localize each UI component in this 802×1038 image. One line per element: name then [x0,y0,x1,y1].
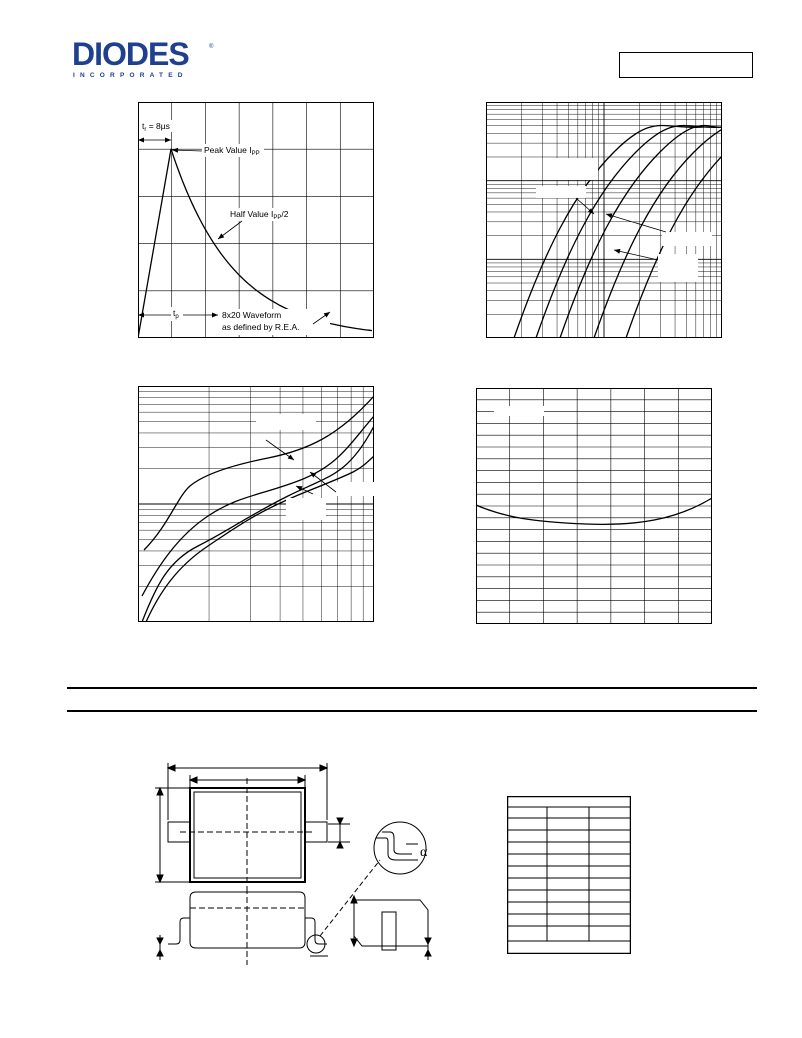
arrow-head [288,454,294,460]
waveform-note-line2: as defined by R.E.A. [222,322,300,332]
section-rule-bottom [67,710,757,712]
u-curve-chart [476,388,712,624]
half-value-label: Half Value $I_{PP}/2$ [230,209,289,221]
section-rule-top [67,687,757,689]
pulse-waveform-chart [138,102,374,338]
label-mask [286,498,326,520]
label-mask [658,254,698,282]
logscale-curves-plot-2 [138,386,374,622]
logo-subtext: INCORPORATED [73,72,188,79]
label-mask [536,186,586,198]
capacitance-curve [476,498,712,524]
arrow-head [212,313,218,318]
dimension-table-grid [507,796,631,954]
part-number-box [619,52,753,78]
diodes-logo [72,38,222,80]
device-curve-2 [536,125,722,338]
logscale-curves-plot-1 [486,102,722,338]
alpha-label: α [420,845,428,860]
label-mask [336,482,374,496]
logscale-curves-chart-2 [138,386,374,622]
arrow-head [614,249,620,254]
registered-mark: ® [209,44,214,50]
series-curve-2 [142,416,374,596]
package-outline-drawing [150,760,450,975]
waveform-note-line1: 8x20 Waveform [222,310,282,320]
rise-time-label: $t_r = 8\mu s$ [142,121,170,133]
pulse-waveform-plot [138,102,374,338]
logo-wordmark: DIODES [72,38,189,72]
device-curve-3 [560,125,722,338]
dimension-table [507,796,631,954]
label-mask [256,414,316,430]
series-curve-4 [146,456,374,622]
arrow-head [172,148,178,153]
device-curve-5 [626,125,722,338]
label-mask [494,406,544,416]
arrow-head [218,233,224,239]
label-mask [548,158,598,180]
pulse-width-label: $t_p$ [173,308,179,320]
peak-value-label: Peak Value $I_{PP}$ [204,145,260,157]
logo-graphic [72,38,222,80]
arrow-head [165,138,171,143]
leader-line [614,250,658,260]
label-mask [662,232,712,246]
device-curve-4 [594,125,722,338]
logscale-curves-chart-1 [486,102,722,338]
package-outline-svg [150,760,450,975]
leader-line [606,214,666,232]
u-curve-plot [476,388,712,624]
